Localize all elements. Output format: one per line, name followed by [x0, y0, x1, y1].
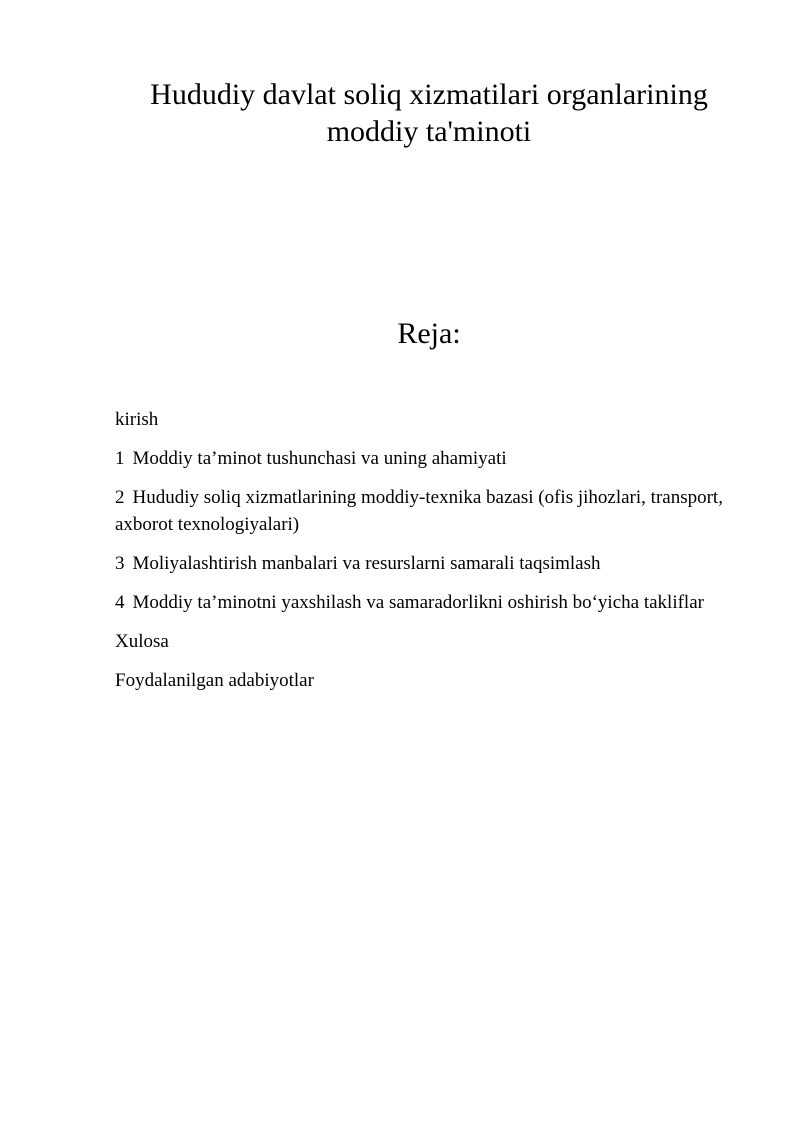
plan-item-2 [115, 484, 725, 538]
plan-item-text: Foydalanilgan adabiyotlar [115, 670, 314, 691]
plan-item-number: 2 [115, 487, 125, 508]
plan-item-number: 4 [115, 592, 125, 613]
plan-item-4 [115, 589, 725, 616]
title-line-2: moddiy ta'minoti [326, 115, 532, 148]
plan-item-text: Moliyalashtirish manbalari va resurslarni samarali taqsimlash [132, 553, 601, 574]
plan-item-1 [115, 445, 725, 472]
plan-item-number: 3 [115, 553, 125, 574]
plan-item-text: kirish [115, 409, 159, 430]
title-line-1: Hududiy davlat soliq xizmatilari organlarining [150, 78, 708, 111]
plan-item-conclusion [115, 628, 725, 655]
plan-item-3 [115, 550, 725, 577]
plan-item-text: Xulosa [115, 631, 169, 652]
plan-item-references [115, 667, 725, 694]
plan-item-number: 1 [115, 448, 125, 469]
plan-item-text: Moddiy ta’minot tushunchasi va uning ahamiyati [132, 448, 507, 469]
plan-item-intro [115, 406, 725, 433]
plan-item-text: Hududiy soliq xizmatlarining moddiy-texnika bazasi (ofis jihozlari, transport, axborot texnologiyalari) [115, 487, 723, 535]
plan-item-text: Moddiy ta’minotni yaxshilash va samaradorlikni oshirish bo‘yicha takliflar [132, 592, 704, 613]
plan-list [115, 406, 725, 706]
plan-heading: Reja: [397, 317, 461, 350]
document-title [115, 76, 743, 150]
